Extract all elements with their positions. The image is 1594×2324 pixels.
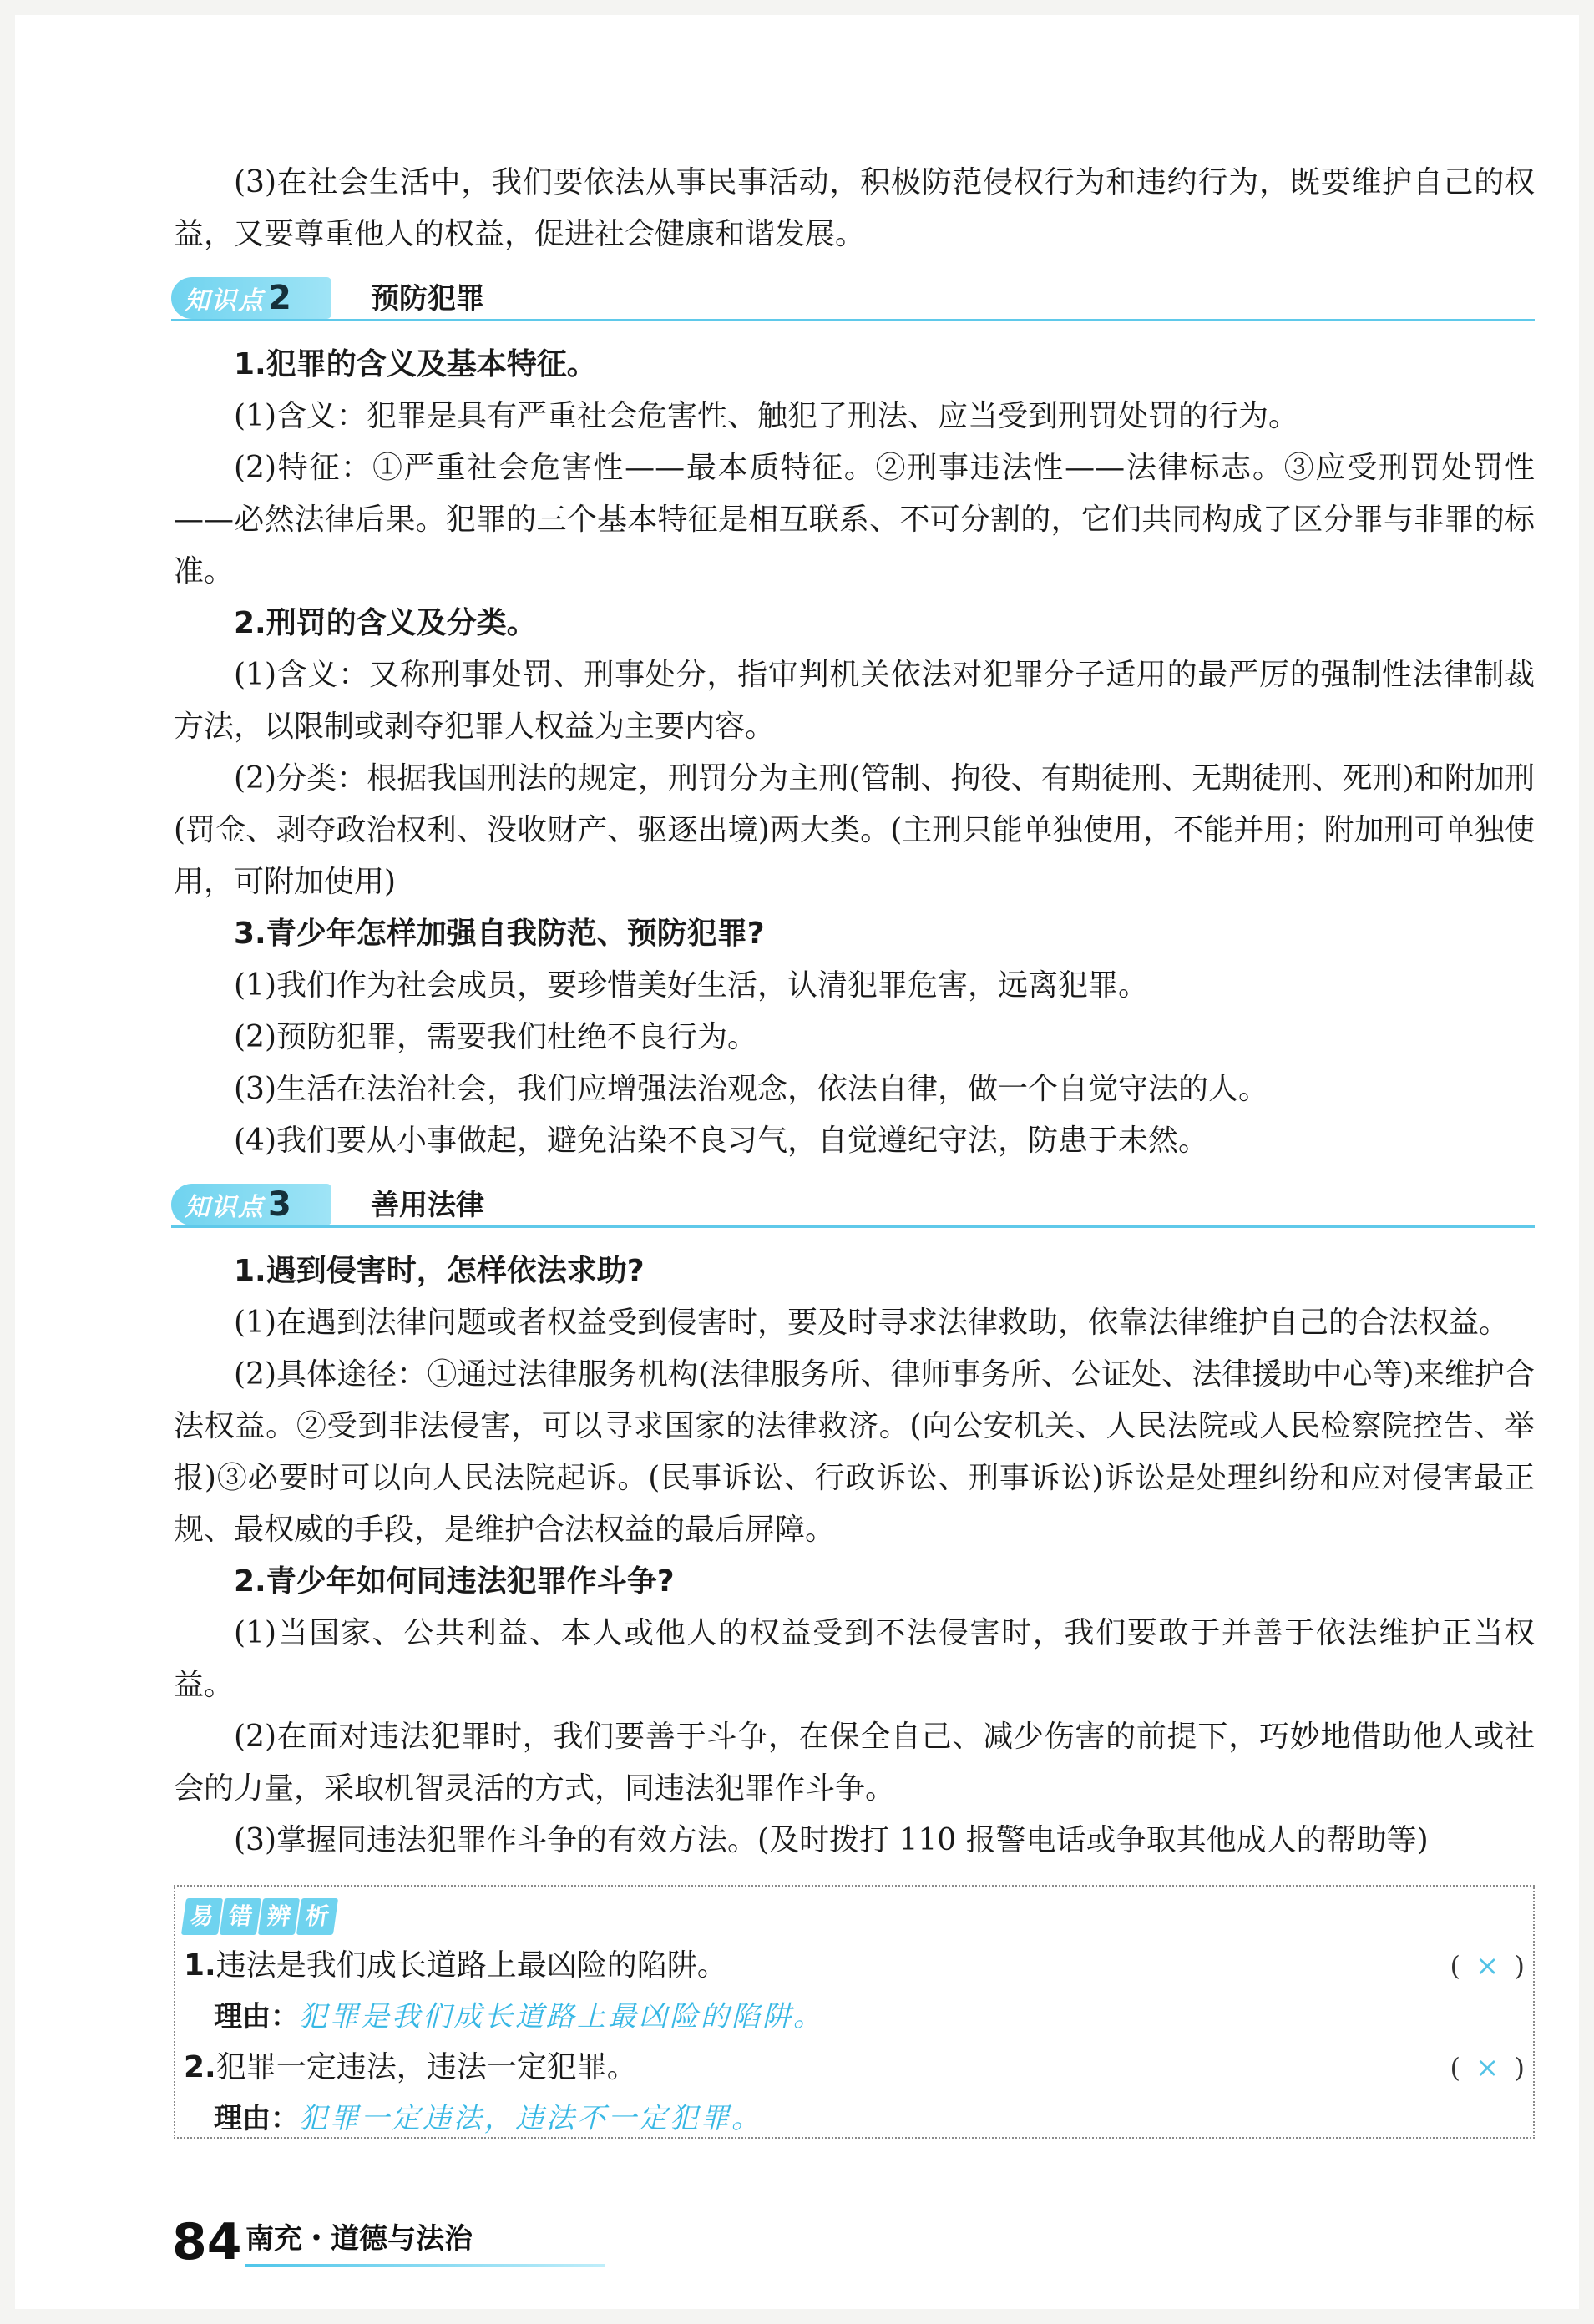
question-number: 1.: [184, 1948, 216, 1983]
answer-bracket: ( × ): [1450, 1949, 1525, 1983]
heading-char: 析: [296, 1898, 338, 1935]
knowledge-point-2-header: [174, 267, 1535, 331]
subsection-title: 3.青少年怎样加强自我防范、预防犯罪?: [234, 917, 765, 951]
page-footer: [172, 2209, 757, 2284]
badge-label: 知识点: [185, 286, 265, 316]
subsection-title: 1.犯罪的含义及基本特征。: [234, 347, 597, 381]
paragraph: (2)分类：根据我国刑法的规定，刑罚分为主刑(管制、拘役、有期徒刑、无期徒刑、死刑)和附加刑(罚金、剥夺政治权利、没收财产、驱逐出境)两大类。(主刑只能单独使用，不能并用；附加刑可单独使用，可附加使用): [174, 761, 1535, 899]
paragraph: (2)预防犯罪，需要我们杜绝不良行为。: [234, 1020, 757, 1054]
knowledge-point-3-header: [174, 1174, 1535, 1237]
section-title: 预防犯罪: [371, 282, 484, 316]
paragraph: (2)特征：①严重社会危害性——最本质特征。②刑事违法性——法律标志。③应受刑罚处罚性——必然法律后果。犯罪的三个基本特征是相互联系、不可分割的，它们共同构成了区分罪与非罪的标准。: [174, 451, 1535, 589]
answer-bracket: ( × ): [1450, 2051, 1525, 2084]
subsection-title: 2.青少年如何同违法犯罪作斗争?: [234, 1564, 675, 1599]
wrong-mark-icon: ×: [1475, 1949, 1500, 1983]
section-divider: [171, 319, 1535, 321]
heading-char: 易: [181, 1898, 223, 1935]
page-number: 84: [172, 2213, 242, 2271]
paragraph: (1)在遇到法律问题或者权益受到侵害时，要及时寻求法律救助，依靠法律维护自己的合法权益。: [234, 1306, 1509, 1340]
heading-char: 辨: [258, 1898, 300, 1935]
question-number: 2.: [184, 2050, 216, 2084]
question-text: 犯罪一定违法，违法一定犯罪。: [215, 2050, 637, 2084]
badge-number: 3: [268, 1185, 291, 1224]
paragraph: (2)具体途径：①通过法律服务机构(法律服务所、律师事务所、公证处、法律援助中心等)来维护合法权益。②受到非法侵害，可以寻求国家的法律救济。(向公安机关、人民法院或人民检察院控告、举报)③必要时可以向人民法院起诉。(民事诉讼、行政诉讼、刑事诉讼)诉讼是处理纠纷和应对侵害最正规、最权威的手段，是维护合法权益的最后屏障。: [174, 1357, 1535, 1547]
badge-number: 2: [268, 279, 291, 317]
section-divider: [171, 1225, 1535, 1228]
paragraph: (3)生活在法治社会，我们应增强法治观念，依法自律，做一个自觉守法的人。: [234, 1072, 1268, 1106]
content: [174, 157, 1535, 2139]
badge-label: 知识点: [185, 1193, 265, 1222]
reason-line: [214, 1992, 1525, 2042]
paragraph: (4)我们要从小事做起，避免沾染不良习气，自觉遵纪守法，防患于未然。: [234, 1124, 1208, 1158]
error-analysis-heading: [184, 1898, 1525, 1935]
subsection-title: 1.遇到侵害时，怎样依法求助?: [234, 1254, 645, 1288]
paragraph: (1)含义：又称刑事处罚、刑事处分，指审判机关依法对犯罪分子适用的最严厉的强制性法律制裁方法，以限制或剥夺犯罪人权益为主要内容。: [174, 658, 1535, 744]
question-text: 违法是我们成长道路上最凶险的陷阱。: [215, 1948, 727, 1983]
paragraph: (1)我们作为社会成员，要珍惜美好生活，认清犯罪危害，远离犯罪。: [234, 968, 1148, 1003]
reason-label: 理由：: [214, 2102, 299, 2135]
footer-underline: [245, 2264, 605, 2267]
section-title: 善用法律: [371, 1189, 484, 1222]
subsection-title: 2.刑罚的含义及分类。: [234, 606, 537, 640]
paragraph: (2)在面对违法犯罪时，我们要善于斗争，在保全自己、减少伤害的前提下，巧妙地借助他人或社会的力量，采取机智灵活的方式，同违法犯罪作斗争。: [174, 1720, 1535, 1806]
paragraph: (3)掌握同违法犯罪作斗争的有效方法。(及时拨打 110 报警电话或争取其他成人的帮助等): [234, 1823, 1429, 1857]
error-analysis-box: [174, 1885, 1535, 2139]
knowledge-point-badge: [171, 1184, 331, 1225]
footer-title: 南充・道德与法治: [245, 2222, 473, 2256]
intro-paragraph: (3)在社会生活中，我们要依法从事民事活动，积极防范侵权行为和违约行为，既要维护自己的权益，又要尊重他人的权益，促进社会健康和谐发展。: [174, 165, 1535, 251]
question-item: [184, 1940, 1525, 1992]
reason-label: 理由：: [214, 2000, 299, 2034]
reason-text: 犯罪一定违法，违法不一定犯罪。: [299, 2102, 762, 2135]
reason-line: [214, 2094, 1525, 2144]
heading-char: 错: [220, 1898, 261, 1935]
reason-text: 犯罪是我们成长道路上最凶险的陷阱。: [299, 2000, 824, 2034]
page: [15, 15, 1579, 2309]
question-item: [184, 2042, 1525, 2094]
knowledge-point-badge: [171, 277, 331, 319]
paragraph: (1)含义：犯罪是具有严重社会危害性、触犯了刑法、应当受到刑罚处罚的行为。: [234, 399, 1298, 433]
paragraph: (1)当国家、公共利益、本人或他人的权益受到不法侵害时，我们要敢于并善于依法维护正当权益。: [174, 1616, 1535, 1702]
wrong-mark-icon: ×: [1475, 2051, 1500, 2084]
